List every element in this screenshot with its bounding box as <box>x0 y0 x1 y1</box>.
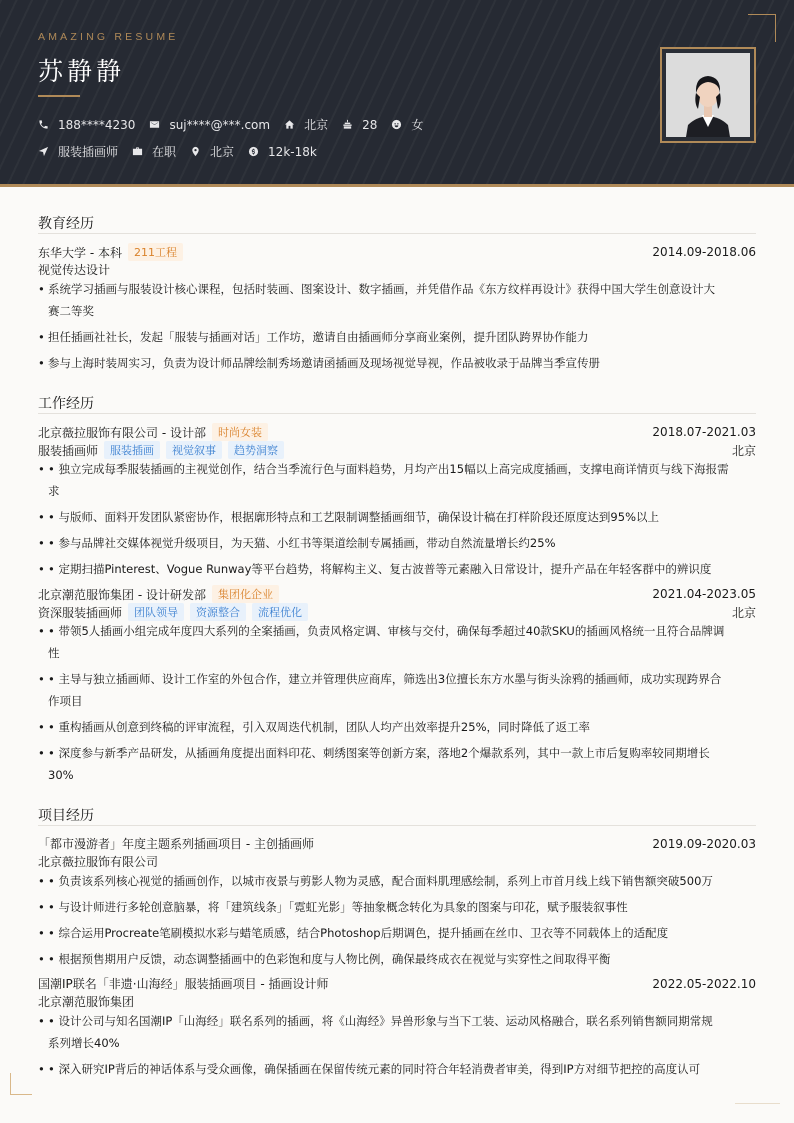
brand-label: AMAZING RESUME <box>38 31 179 43</box>
gender-text: 女 <box>411 118 424 132</box>
target-job-text: 服装插画师 <box>58 145 119 159</box>
job-bullet: • • 主导与独立插画师、设计工作室的外包合作，建立并管理供应商库，筛选出3位擅长东方水墨与街头涂鸦的插画师，成功实现跨界合 作项目 <box>38 668 756 712</box>
portrait-image <box>666 53 750 137</box>
salary-item <box>248 145 317 159</box>
name-underline <box>38 95 80 97</box>
section-title-work: 工作经历 <box>38 396 94 412</box>
project-bullet: • • 根据预售期用户反馈，动态调整插画中的色彩饱和度与人物比例，确保最终成衣在视觉与实穿性之间取得平衡 <box>38 948 756 970</box>
section-title-education: 教育经历 <box>38 216 94 232</box>
education-header-row <box>38 243 756 261</box>
target-city-item <box>190 143 234 160</box>
education-bullet: • 担任插画社社长，发起「服装与插画对话」工作坊，邀请自由插画师分享商业案例，提升团队跨界协作能力 <box>38 326 756 348</box>
job-header-row <box>38 585 756 603</box>
project-name: 国潮IP联名「非遗·山海经」服装插画项目 - 插画设计师 <box>38 977 329 991</box>
section-divider <box>38 413 756 414</box>
skill-tag: 视觉叙事 <box>166 441 222 459</box>
company-tag: 集团化企业 <box>212 585 279 603</box>
age-text: 28 <box>362 117 378 132</box>
project-date: 2022.05-2022.10 <box>652 976 756 991</box>
job-date: 2018.07-2021.03 <box>652 425 756 439</box>
education-date: 2014.09-2018.06 <box>652 245 756 259</box>
phone-text: 188****4230 <box>58 117 136 132</box>
job-bullet: • • 参与品牌社交媒体视觉升级项目，为天猫、小红书等渠道绘制专属插画，带动自然流量增长约25% <box>38 532 756 554</box>
job-header-row <box>38 423 756 441</box>
project-org: 北京薇拉服饰有限公司 <box>38 855 159 869</box>
job-role-row <box>38 603 756 621</box>
target-city-text: 北京 <box>210 145 235 159</box>
major: 视觉传达设计 <box>38 263 111 277</box>
job-intent-row <box>38 143 331 160</box>
project-org-row <box>38 993 756 1010</box>
send-icon <box>38 146 49 157</box>
job-role-row <box>38 441 756 459</box>
corner-ornament <box>10 1073 32 1095</box>
skill-tag: 流程优化 <box>252 603 308 621</box>
skill-tag: 团队领导 <box>128 603 184 621</box>
photo-frame <box>660 47 756 143</box>
skill-tag: 服装插画 <box>104 441 160 459</box>
job-location: 北京 <box>731 443 756 458</box>
status-item <box>132 143 176 160</box>
skill-tag: 趋势洞察 <box>228 441 284 459</box>
cake-icon <box>342 119 353 130</box>
job-bullet: • • 与版师、面料开发团队紧密协作，根据廓形特点和工艺限制调整插画细节，确保设计稿在打样阶段还原度达到95%以上 <box>38 506 756 528</box>
home-icon <box>284 119 295 130</box>
job-role: 服装插画师 <box>38 443 99 458</box>
mail-icon <box>149 119 160 130</box>
header-divider <box>0 184 794 187</box>
job-bullet: • • 定期扫描Pinterest、Vogue Runway等平台趋势，将解构主义、复古波普等元素融入日常设计，提升产品在年轻客群中的辨识度 <box>38 558 756 580</box>
status-text: 在职 <box>152 145 177 159</box>
contact-row <box>38 116 437 133</box>
skill-tag: 资源整合 <box>190 603 246 621</box>
job-bullet: • • 重构插画从创意到终稿的评审流程，引入双周迭代机制，团队人均产出效率提升25%，同时降低了返工率 <box>38 716 756 738</box>
job-role: 资深服装插画师 <box>38 605 123 620</box>
profile-photo <box>666 53 750 137</box>
email-item <box>149 118 270 132</box>
gender-item <box>391 116 423 133</box>
project-bullet: • • 深入研究IP背后的神话体系与受众画像，确保插画在保留传统元素的同时符合年轻消费者审美，得到IP方对细节把控的高度认可 <box>38 1058 756 1080</box>
city-item <box>284 116 328 133</box>
company-name: 北京薇拉服饰有限公司 - 设计部 <box>38 425 206 440</box>
location-icon <box>190 146 201 157</box>
corner-ornament <box>748 14 776 42</box>
company-tag: 时尚女装 <box>212 423 268 441</box>
job-date: 2021.04-2023.05 <box>652 587 756 601</box>
project-header-row <box>38 835 756 852</box>
candidate-name: 苏静静 <box>38 57 126 86</box>
email-text: suj****@***.com <box>169 117 271 132</box>
briefcase-icon <box>132 146 143 157</box>
job-bullet: • • 深度参与新季产品研发，从插画角度提出面料印花、刺绣图案等创新方案，落地2个爆款系列，其中一款上市后复购率较同期增长 30% <box>38 742 756 786</box>
section-title-projects: 项目经历 <box>38 808 94 824</box>
project-bullet: • • 与设计师进行多轮创意脑暴，将「建筑线条」「霓虹光影」等抽象概念转化为具象的图案与印花，赋予服装叙事性 <box>38 896 756 918</box>
project-bullet: • • 设计公司与知名国潮IP「山海经」联名系列的插画，将《山海经》异兽形象与当下工装、运动风格融合，联名系列销售额同期常规 系列增长40% <box>38 1010 756 1054</box>
section-divider <box>38 825 756 826</box>
section-divider <box>38 233 756 234</box>
phone-item <box>38 118 135 132</box>
coin-icon <box>248 146 259 157</box>
project-bullet: • • 综合运用Procreate笔刷模拟水彩与蜡笔质感，结合Photoshop后期调色，提升插画在丝巾、卫衣等不同载体上的适配度 <box>38 922 756 944</box>
major-row <box>38 261 756 278</box>
age-item <box>342 118 377 132</box>
phone-icon <box>38 119 49 130</box>
project-org-row <box>38 853 756 870</box>
project-org: 北京潮范服饰集团 <box>38 995 135 1009</box>
company-name: 北京潮范服饰集团 - 设计研发部 <box>38 587 206 602</box>
target-job-item <box>38 143 118 160</box>
project-bullet: • • 负责该系列核心视觉的插画创作，以城市夜景与剪影人物为灵感，配合面料肌理感绘制，系列上市首月线上线下销售额突破500万 <box>38 870 756 892</box>
school-tag: 211工程 <box>128 243 183 261</box>
city-text: 北京 <box>304 118 329 132</box>
smile-icon <box>391 119 402 130</box>
salary-text: 12k-18k <box>268 144 317 159</box>
project-name: 「都市漫游者」年度主题系列插画项目 - 主创插画师 <box>38 837 314 851</box>
school-name: 东华大学 - 本科 <box>38 245 122 260</box>
corner-ornament <box>735 1103 780 1104</box>
job-bullet: • • 带领5人插画小组完成年度四大系列的全案插画，负责风格定调、审核与交付，确保每季超过40款SKU的插画风格统一且符合品牌调 性 <box>38 620 756 664</box>
job-location: 北京 <box>731 605 756 620</box>
job-bullet: • • 独立完成每季服装插画的主视觉创作，结合当季流行色与面料趋势，月均产出15幅以上高完成度插画，支撑电商详情页与线下海报需 求 <box>38 458 756 502</box>
project-header-row <box>38 975 756 992</box>
education-bullet: • 参与上海时装周实习，负责为设计师品牌绘制秀场邀请函插画及现场视觉导视，作品被收录于品牌当季宣传册 <box>38 352 756 374</box>
project-date: 2019.09-2020.03 <box>652 836 756 851</box>
education-bullet: • 系统学习插画与服装设计核心课程，包括时装画、图案设计、数字插画，并凭借作品《东方纹样再设计》获得中国大学生创意设计大 赛二等奖 <box>38 278 756 322</box>
